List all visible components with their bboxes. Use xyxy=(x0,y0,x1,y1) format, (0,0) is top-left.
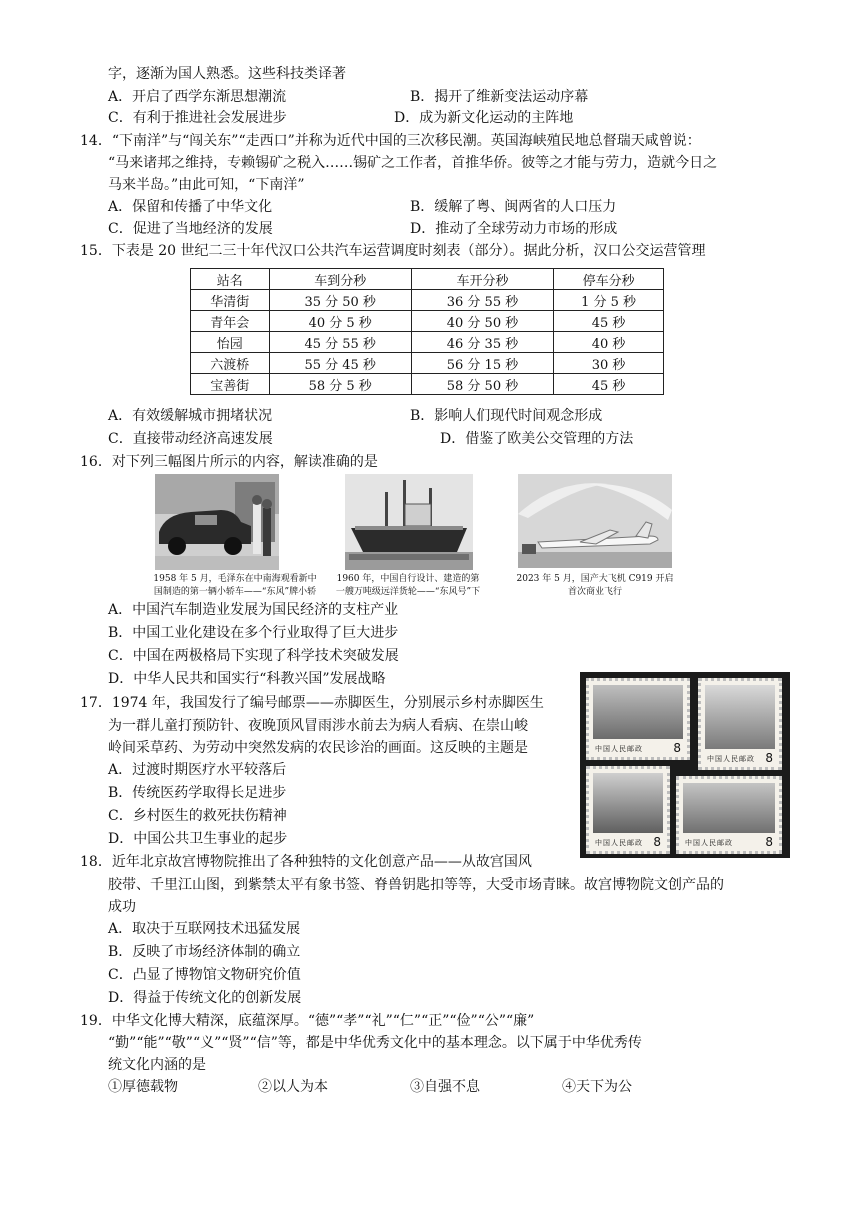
q19-item-3: ③自强不息 xyxy=(410,1079,480,1095)
c919-aircraft-photo xyxy=(518,474,672,568)
q17-option-c: C．乡村医生的救死扶伤精神 xyxy=(108,808,287,824)
table-cell: 六渡桥 xyxy=(191,353,270,374)
table-cell: 56 分 15 秒 xyxy=(411,353,553,374)
stamp-country-label: 中国人民邮政 xyxy=(595,839,643,847)
table-cell: 46 分 35 秒 xyxy=(411,332,553,353)
bus-schedule-table xyxy=(190,268,664,395)
column-header: 停车分秒 xyxy=(554,269,664,290)
q15-option-b: B．影响人们现代时间观念形成 xyxy=(410,408,603,424)
q14-stem-line1: 14．“下南洋”与“闯关东”“走西口”并称为近代中国的三次移民潮。英国海峡殖民地总督瑞天咸曾说： xyxy=(80,133,701,149)
q17-stem-line2: 为一群儿童打预防针、夜晚顶风冒雨涉水前去为病人看病、在崇山峻 xyxy=(108,718,528,734)
column-header: 车到分秒 xyxy=(269,269,411,290)
q14-stem-line3: 马来半岛。”由此可知，“下南洋” xyxy=(108,177,305,193)
q14-stem-line2: “马来诸邦之维持，专赖锡矿之税入……锡矿之工作者，首推华侨。彼等之才能与劳力，造就今日之 xyxy=(108,155,718,171)
table-cell: 40 分 50 秒 xyxy=(411,311,553,332)
q19-stem-line2: “勤”“能”“敬”“义”“贤”“信”等，都是中华优秀文化中的基本理念。以下属于中华优秀传 xyxy=(108,1035,642,1051)
stamp-denomination: 8 xyxy=(653,835,661,849)
q14-option-c: C．促进了当地经济的发展 xyxy=(108,221,273,237)
table-row xyxy=(191,374,664,395)
q14-option-a: A．保留和传播了中华文化 xyxy=(108,199,273,215)
q18-option-a: A．取决于互联网技术迅猛发展 xyxy=(108,921,301,937)
q19-item-1: ①厚德载物 xyxy=(108,1079,178,1095)
q17-option-b: B．传统医药学取得长足进步 xyxy=(108,785,287,801)
q18-stem-line2: 胶带、千里江山图，到紫禁太平有象书签、脊兽钥匙扣等等，大受市场青睐。故宫博物院文创产品的 xyxy=(108,877,724,893)
table-cell: 1 分 5 秒 xyxy=(554,290,664,311)
q19-item-2: ②以人为本 xyxy=(258,1079,328,1095)
stamp-rainy-night xyxy=(698,678,782,770)
q16-option-c: C．中国在两极格局下实现了科学技术突破发展 xyxy=(108,648,399,664)
q13-option-d: D．成为新文化运动的主阵地 xyxy=(394,110,574,126)
q18-option-c: C．凸显了博物馆文物研究价值 xyxy=(108,967,301,983)
q18-option-d: D．得益于传统文化的创新发展 xyxy=(108,990,302,1006)
table-cell: 35 分 50 秒 xyxy=(269,290,411,311)
table-cell: 45 秒 xyxy=(554,311,664,332)
table-cell: 华清街 xyxy=(191,290,270,311)
table-cell: 青年会 xyxy=(191,311,270,332)
q17-stem-line3: 岭间采草药、为劳动中突然发病的农民诊治的画面。这反映的主题是 xyxy=(108,740,528,756)
stamp-field-treatment xyxy=(676,776,782,854)
stamp-country-label: 中国人民邮政 xyxy=(595,745,643,753)
stamp-country-label: 中国人民邮政 xyxy=(707,755,755,763)
ship-photo-caption-line2: 一艘万吨级远洋货轮——“东风号”下 xyxy=(335,587,481,597)
stamp-denomination: 8 xyxy=(765,835,773,849)
car-photo-caption-line1: 1958 年 5 月，毛泽东在中南海观看新中 xyxy=(153,574,317,584)
c919-photo-caption-line1: 2023 年 5 月，国产大飞机 C919 开启 xyxy=(516,574,674,584)
q15-stem: 15．下表是 20 世纪二三十年代汉口公共汽车运营调度时刻表（部分）。据此分析，汉口公交运营管理 xyxy=(80,243,706,259)
c919-photo-caption-line2: 首次商业飞行 xyxy=(567,587,622,597)
barefoot-doctor-stamps xyxy=(580,672,790,858)
stamp-herb-gathering xyxy=(586,766,670,854)
q17-option-d: D．中国公共卫生事业的起步 xyxy=(108,831,288,847)
q14-option-b: B．缓解了粤、闽两省的人口压力 xyxy=(410,199,617,215)
car-photo-caption-line2: 国制造的第一辆小轿车——“东风”牌小轿 xyxy=(153,587,317,597)
table-row xyxy=(191,311,664,332)
q18-stem-line1: 18．近年北京故宫博物院推出了各种独特的文化创意产品——从故宫国风 xyxy=(80,854,532,870)
q15-option-c: C．直接带动经济高速发展 xyxy=(108,431,273,447)
table-cell: 45 分 55 秒 xyxy=(269,332,411,353)
table-cell: 45 秒 xyxy=(554,374,664,395)
q13-option-a: A．开启了西学东渐思想潮流 xyxy=(108,89,287,105)
q13-option-c: C．有利于推进社会发展进步 xyxy=(108,110,287,126)
table-cell: 58 分 5 秒 xyxy=(269,374,411,395)
q15-option-a: A．有效缓解城市拥堵状况 xyxy=(108,408,273,424)
table-cell: 36 分 55 秒 xyxy=(411,290,553,311)
q16-stem: 16．对下列三幅图片所示的内容，解读准确的是 xyxy=(80,454,378,470)
q16-option-b: B．中国工业化建设在多个行业取得了巨大进步 xyxy=(108,625,399,641)
table-row xyxy=(191,353,664,374)
table-cell: 58 分 50 秒 xyxy=(411,374,553,395)
stamp-denomination: 8 xyxy=(765,751,773,765)
column-header: 车开分秒 xyxy=(411,269,553,290)
table-cell: 55 分 45 秒 xyxy=(269,353,411,374)
table-cell: 30 秒 xyxy=(554,353,664,374)
stamp-denomination: 8 xyxy=(673,741,681,755)
stamp-country-label: 中国人民邮政 xyxy=(685,839,733,847)
q17-option-a: A．过渡时期医疗水平较落后 xyxy=(108,762,287,778)
column-header: 站名 xyxy=(191,269,270,290)
q19-stem-line1: 19．中华文化博大精深，底蕴深厚。“德”“孝”“礼”“仁”“正”“俭”“公”“廉” xyxy=(80,1013,535,1029)
q13-option-b: B．揭开了维新变法运动序幕 xyxy=(410,89,589,105)
car-photo xyxy=(155,474,279,570)
q15-option-d: D．借鉴了欧美公交管理的方法 xyxy=(440,431,634,447)
q19-stem-line3: 统文化内涵的是 xyxy=(108,1057,206,1073)
table-cell: 怡园 xyxy=(191,332,270,353)
table-header-row xyxy=(191,269,664,290)
table-cell: 40 分 5 秒 xyxy=(269,311,411,332)
q17-stem-line1: 17．1974 年，我国发行了编号邮票——赤脚医生，分别展示乡村赤脚医生 xyxy=(80,695,544,711)
q18-option-b: B．反映了市场经济体制的确立 xyxy=(108,944,301,960)
stamp-vaccination xyxy=(586,678,690,760)
table-row xyxy=(191,290,664,311)
table-cell: 40 秒 xyxy=(554,332,664,353)
table-row xyxy=(191,332,664,353)
table-cell: 宝善街 xyxy=(191,374,270,395)
q19-item-4: ④天下为公 xyxy=(562,1079,632,1095)
ship-photo-caption-line1: 1960 年，中国自行设计、建造的第 xyxy=(336,574,480,584)
q16-option-d: D．中华人民共和国实行“科教兴国”发展战略 xyxy=(108,671,386,687)
q18-stem-line3: 成功 xyxy=(108,899,136,915)
q13-stem-tail: 字，逐渐为国人熟悉。这些科技类译著 xyxy=(108,66,346,82)
q14-option-d: D．推动了全球劳动力市场的形成 xyxy=(410,221,618,237)
q16-option-a: A．中国汽车制造业发展为国民经济的支柱产业 xyxy=(108,602,399,618)
cargo-ship-photo xyxy=(345,474,473,570)
